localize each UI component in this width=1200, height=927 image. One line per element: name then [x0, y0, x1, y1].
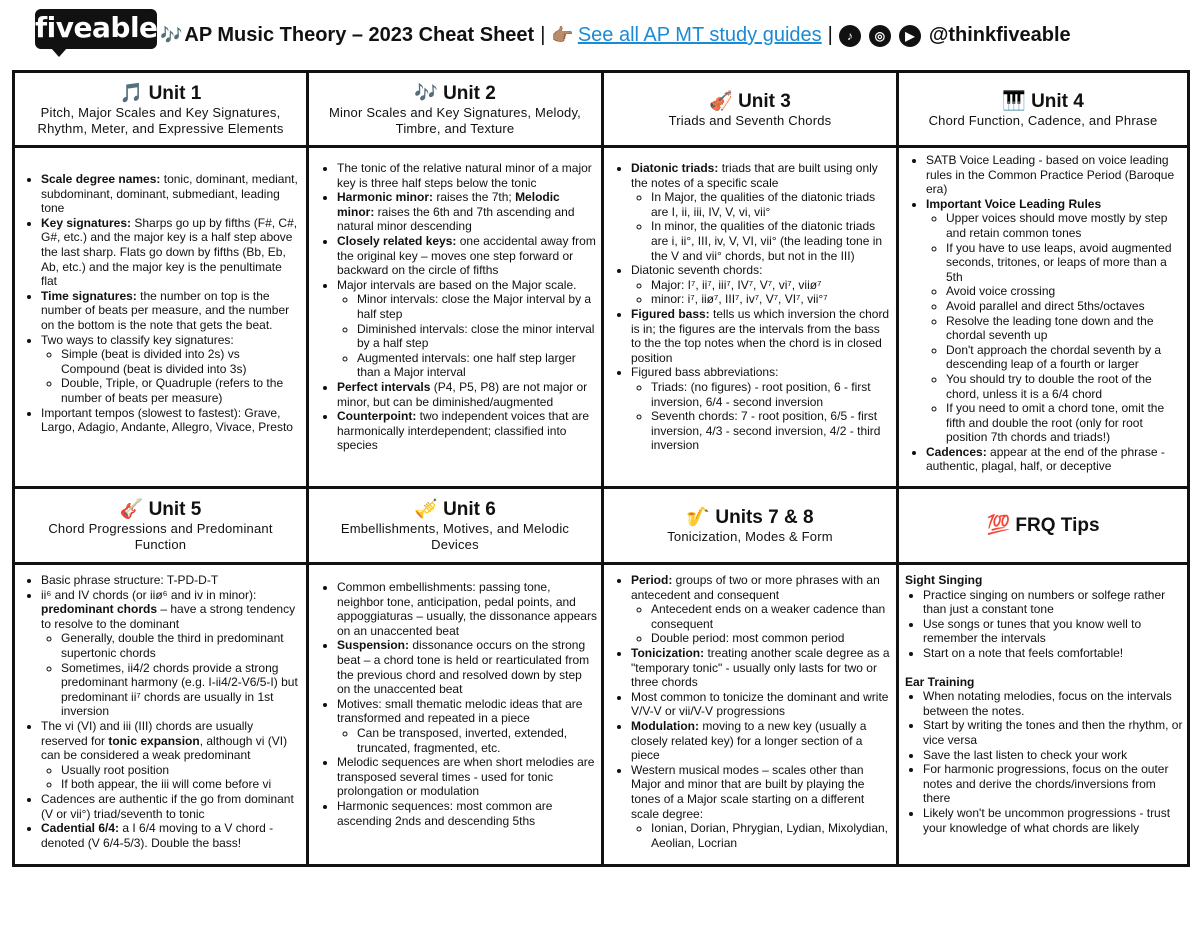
item-text: a I 6/4 moving to a V chord - denoted (V 6/4-5/3). Double the bass!	[41, 821, 274, 850]
page-title: AP Music Theory – 2023 Cheat Sheet	[184, 24, 535, 46]
sub-item: ◦ Simple (beat is divided into 2s) vs Compound (beat is divided into 3s)	[61, 347, 301, 376]
bold-term: Key signatures:	[41, 215, 132, 230]
unit-6-subtitle: Embellishments, Motives, and Melodic Devices	[340, 521, 570, 552]
item-text: one accidental away from the original key – moves one step forward or backward on the circle of fifths	[337, 233, 596, 278]
sub-item: ◦ Double period: most common period	[651, 631, 893, 646]
list-item	[337, 380, 597, 409]
bullet-list	[319, 161, 597, 453]
bold-term: Cadential 6/4:	[41, 821, 120, 836]
item-text: Important tempos (slowest to fastest): Grave, Largo, Adagio, Andante, Allegro, Vivace, Presto	[41, 405, 293, 435]
list-item	[631, 719, 893, 763]
unit-5-header	[15, 497, 306, 553]
list-item: • Likely won't be uncommon progressions - trust your knowledge of what chords are likely	[923, 806, 1183, 835]
item-text: Figured bass abbreviations:	[631, 365, 779, 380]
ear-training-title: Ear Training	[905, 674, 975, 689]
list-item	[631, 763, 893, 851]
unit-3-body	[613, 161, 893, 453]
list-item	[41, 821, 301, 850]
item-text: The tonic of the relative natural minor of a major key is three half steps below the tonic	[337, 161, 592, 190]
item-text: Most common to tonicize the dominant and write V/V-V or vii/V-V progressions	[631, 689, 889, 719]
units-7-8-body	[613, 573, 893, 850]
list-item	[631, 263, 893, 307]
list-item	[337, 755, 597, 799]
bold-term: Period:	[631, 573, 673, 587]
bold-term: Perfect intervals	[337, 379, 431, 394]
header	[0, 0, 1200, 70]
list-item	[926, 153, 1184, 197]
list-item	[337, 799, 597, 828]
bullet-list	[319, 580, 597, 828]
bold-term: Time signatures:	[41, 288, 137, 303]
sub-item: ◦ Triads: (no figures) - root position, 6 - first inversion, 6/4 - second inversion	[651, 380, 893, 409]
bold-term: Counterpoint:	[337, 409, 417, 424]
list-item	[41, 289, 301, 333]
bold-term: Modulation:	[631, 718, 699, 733]
list-item: • For harmonic progressions, focus on the outer notes and derive the chords/inversions from there	[923, 762, 1183, 806]
list-item	[337, 234, 597, 278]
list-item	[337, 580, 597, 638]
header-line	[160, 24, 1071, 47]
study-guides-link[interactable]: See all AP MT study guides	[577, 24, 822, 46]
item-text: Motives: small thematic melodic ideas that are transformed and repeated in a piece	[337, 696, 583, 726]
sub-item: ◦ Can be transposed, inverted, extended, truncated, fragmented, etc.	[357, 726, 597, 755]
sub-item: ◦ Major: I⁷, ii⁷, iii⁷, IV⁷, V⁷, vi⁷, viiø⁷	[651, 278, 893, 293]
list-item	[926, 197, 1184, 445]
item-text: Basic phrase structure: T-PD-D-T	[41, 573, 219, 587]
units-7-8-header	[604, 505, 896, 545]
item-text: Harmonic sequences: most common are ascending 2nds and descending 5ths	[337, 798, 553, 828]
sub-item: ◦ If both appear, the iii will come before vi	[61, 777, 301, 792]
unit-5-subtitle: Chord Progressions and Predominant Function	[48, 521, 273, 552]
sub-list	[41, 347, 301, 405]
sub-list	[631, 190, 893, 263]
list-item: • Use songs or tunes that you know well to remember the intervals	[923, 617, 1183, 646]
bold-term: tonic expansion	[108, 733, 200, 748]
unit-1-body	[23, 172, 301, 435]
list-item	[41, 588, 301, 719]
list-item	[41, 172, 301, 216]
fiveable-logo[interactable]: fiveable	[35, 9, 157, 49]
handle[interactable]: @thinkfiveable	[928, 24, 1071, 46]
sub-item: ◦ Sometimes, ii4/2 chords provide a strong predominant harmony (e.g. I-ii4/2-V6/5-I) but predominant ii⁷ chords are usually in 1st inversion	[61, 661, 301, 719]
bold-term: Suspension:	[337, 638, 410, 653]
item-text: raises the 6th and 7th ascending and natural minor descending	[337, 204, 575, 234]
sub-item: ◦ Seventh chords: 7 - root position, 6/5 - first inversion, 4/3 - second inversion, 4/2 - third inversion	[651, 409, 893, 453]
sub-item: ◦ Augmented intervals: one half step larger than a Major interval	[357, 351, 597, 380]
sight-singing-title: Sight Singing	[905, 573, 983, 587]
unit-3-subtitle: Triads and Seventh Chords	[668, 113, 832, 128]
sub-item: ◦ If you need to omit a chord tone, omit the fifth and double the root (only for root position 7th chords and triads!)	[946, 401, 1184, 445]
sub-item: ◦ Ionian, Dorian, Phrygian, Lydian, Mixolydian, Aeolian, Locrian	[651, 821, 893, 850]
sub-list	[41, 631, 301, 719]
sub-item: ◦ Avoid parallel and direct 5ths/octaves	[946, 299, 1184, 314]
list-item	[631, 690, 893, 719]
list-item	[337, 278, 597, 380]
unit-2-body	[319, 161, 597, 453]
sub-item: ◦ In minor, the qualities of the diatonic triads are i, ii°, III, iv, V, VI, vii° (the leading tone in the V and vii° chords, but not in the III)	[651, 219, 893, 263]
frq-tips-body	[905, 573, 1183, 835]
bold-term: Scale degree names:	[41, 172, 161, 186]
list-item	[41, 333, 301, 406]
unit-1-title: Unit 1	[148, 83, 202, 104]
list-item	[631, 307, 893, 365]
list-item	[41, 573, 301, 588]
sub-item: ◦ Diminished intervals: close the minor interval by a half step	[357, 322, 597, 351]
frq-tips-header	[899, 513, 1187, 537]
bold-term: Figured bass:	[631, 306, 710, 321]
youtube-icon[interactable]: ▶	[899, 25, 921, 47]
item-text: tonic, dominant, mediant, subdominant, dominant, submediant, leading tone	[41, 172, 298, 216]
bold-term: Harmonic minor:	[337, 190, 434, 205]
instagram-icon[interactable]: ◎	[869, 25, 891, 47]
unit-2-header	[309, 81, 601, 137]
list-item: • Start by writing the tones and then the rhythm, or vice versa	[923, 718, 1183, 747]
item-text: Sharps go up by fifths (F#, C#, G#, etc.) and the major key is a half step above the last sharp. Flats go down by fifths (Bb, Eb, Ab, etc.) and the major key is the penultimate flat	[41, 215, 298, 289]
list-item	[41, 792, 301, 821]
unit-3-title: Unit 3	[738, 91, 791, 112]
item-text: Western musical modes – scales other than Major and minor that are built by playing the tones of a Major scale starting on a different scale degree:	[631, 762, 865, 821]
unit-6-icon: 🎺	[414, 499, 438, 520]
sub-list	[337, 726, 597, 755]
unit-4-subtitle: Chord Function, Cadence, and Phrase	[928, 113, 1158, 128]
item-text: SATB Voice Leading - based on voice leading rules in the Common Practice Period (Baroque era)	[926, 153, 1175, 197]
item-text: Major intervals are based on the Major scale.	[337, 277, 577, 292]
list-item: • When notating melodies, focus on the intervals between the notes.	[923, 689, 1183, 718]
sub-item: ◦ Upper voices should move mostly by step and retain common tones	[946, 211, 1184, 240]
sub-item: ◦ Generally, double the third in predominant supertonic chords	[61, 631, 301, 660]
music-notes-icon: 🎶	[160, 25, 183, 45]
item-text: moving to a new key (usually a closely related key) for a longer section of a piece	[631, 718, 867, 763]
unit-1-header	[15, 81, 306, 137]
list-item: • Save the last listen to check your work	[923, 748, 1183, 763]
list-item	[41, 216, 301, 289]
sub-list	[631, 278, 893, 307]
unit-6-body	[319, 580, 597, 828]
unit-4-title: Unit 4	[1031, 91, 1084, 112]
unit-4-icon: 🎹	[1002, 91, 1026, 112]
unit-2-subtitle: Minor Scales and Key Signatures, Melody, Timbre, and Texture	[329, 105, 581, 136]
frq-tips-icon: 💯	[986, 515, 1011, 536]
item-text: raises the 7th;	[433, 190, 516, 205]
frq-tips-title: FRQ Tips	[1015, 515, 1100, 536]
bullet-list	[613, 573, 893, 850]
bold-term: Tonicization:	[631, 645, 705, 660]
item-text: – have a strong tendency to resolve to the dominant	[41, 602, 296, 631]
item-text: Cadences are authentic if the go from dominant (V or vii°) triad/seventh to tonic	[41, 791, 294, 821]
item-text: appear at the end of the phrase - authentic, plagal, half, or deceptive	[926, 444, 1165, 474]
sub-list	[631, 602, 893, 646]
sub-list	[337, 292, 597, 380]
item-text: The vi (VI) and iii (III) chords are usually reserved for	[41, 718, 254, 748]
item-text: , although vi (VI) can be considered a weak predominant	[41, 733, 288, 763]
divider: |	[540, 24, 546, 46]
units-7-8-icon: 🎷	[686, 507, 711, 528]
list-item	[337, 638, 597, 696]
sub-item: ◦ Avoid voice crossing	[946, 284, 1184, 299]
sub-item: ◦ Usually root position	[61, 763, 301, 778]
units-7-8-subtitle: Tonicization, Modes & Form	[667, 529, 833, 544]
sub-item: ◦ Double, Triple, or Quadruple (refers to the number of beats per measure)	[61, 376, 301, 405]
bold-term: Cadences:	[926, 444, 987, 459]
list-item	[41, 719, 301, 792]
bullet-list	[613, 161, 893, 453]
unit-5-icon: 🎸	[119, 499, 144, 520]
bullet-list	[908, 153, 1184, 474]
item-text: (P4, P5, P8) are not major or minor, but can be diminished/augmented	[337, 379, 588, 409]
tiktok-icon[interactable]: ♪	[839, 25, 861, 47]
list-item: • Start on a note that feels comfortable!	[923, 646, 1183, 661]
sub-item: ◦ If you have to use leaps, avoid augmented seconds, tritones, or leaps of more than a 5th	[946, 241, 1184, 285]
units-7-8-title: Units 7 & 8	[715, 507, 814, 528]
bold-term: Diatonic triads:	[631, 161, 719, 175]
item-text: Two ways to classify key signatures:	[41, 332, 234, 347]
unit-3-header	[604, 89, 896, 129]
sub-list	[926, 211, 1184, 445]
list-item	[631, 161, 893, 263]
item-text: tells us which inversion the chord is in; the figures are the intervals from the bass to the the top notes when the chord is in closed position	[631, 306, 890, 365]
item-text: ii⁶ and IV chords (or iiø⁶ and iv in minor):	[41, 587, 257, 602]
list-item	[337, 161, 597, 190]
list-item	[926, 445, 1184, 474]
unit-6-title: Unit 6	[443, 499, 496, 520]
sub-item: ◦ minor: i⁷, iiø⁷, III⁷, iv⁷, V⁷, VI⁷, vii°⁷	[651, 292, 893, 307]
list-item	[337, 190, 597, 234]
sub-list	[41, 763, 301, 792]
bold-term: predominant chords	[41, 602, 158, 617]
list-item	[337, 409, 597, 453]
bullet-list	[23, 573, 301, 850]
item-text: Common embellishments: passing tone, neighbor tone, anticipation, pedal points, and appoggiaturas – usually, the dissonance appears on an unaccented beat	[337, 580, 597, 638]
item-text: Diatonic seventh chords:	[631, 263, 763, 278]
unit-2-title: Unit 2	[443, 83, 496, 104]
unit-1-icon: 🎵	[119, 83, 144, 104]
unit-2-icon: 🎶	[414, 83, 438, 104]
sub-item: ◦ Minor intervals: close the Major interval by a half step	[357, 292, 597, 321]
unit-4-body	[908, 153, 1184, 474]
cheat-sheet-grid	[12, 70, 1190, 867]
item-text: dissonance occurs on the strong beat – a chord tone is held or rearticulated from the previous chord and resolved down by step on the unaccented beat	[337, 638, 590, 697]
sub-item: ◦ Don't approach the chordal seventh by a descending leap of a fourth or larger	[946, 343, 1184, 372]
bold-term: Important Voice Leading Rules	[926, 196, 1102, 211]
item-text: treating another scale degree as a "temporary tonic" - usually only lasts for two or three chords	[631, 645, 890, 690]
sub-item: ◦ Antecedent ends on a weaker cadence than consequent	[651, 602, 893, 631]
list-item	[337, 697, 597, 755]
unit-1-subtitle: Pitch, Major Scales and Key Signatures, Rhythm, Meter, and Expressive Elements	[37, 105, 284, 136]
unit-6-header	[309, 497, 601, 553]
item-text: the number on top is the number of beats per measure, and the number on the bottom is the note that gets the beat.	[41, 288, 290, 332]
sub-item: ◦ Resolve the leading tone down and the chordal seventh up	[946, 314, 1184, 343]
unit-3-icon: 🎻	[709, 91, 733, 112]
item-text: triads that are built using only the notes of a specific scale	[631, 161, 878, 190]
bold-term: Melodic minor:	[337, 190, 560, 219]
list-item	[41, 406, 301, 435]
sub-item: ◦ You should try to double the root of the chord, unless it is a 6/4 chord	[946, 372, 1184, 401]
unit-5-title: Unit 5	[148, 499, 202, 520]
sub-item: ◦ In Major, the qualities of the diatonic triads are I, ii, iii, IV, V, vi, vii°	[651, 190, 893, 219]
bold-term: Closely related keys:	[337, 233, 457, 248]
unit-4-header	[899, 89, 1187, 129]
item-text: two independent voices that are harmonically interdependent; classified into species	[337, 409, 590, 453]
list-item: • Practice singing on numbers or solfege rather than just a constant tone	[923, 588, 1183, 617]
sub-list	[631, 380, 893, 453]
pointing-hand-icon: 👉🏽	[551, 25, 574, 45]
sub-list	[631, 821, 893, 850]
item-text: Melodic sequences are when short melodies are transposed several times - used for tonic prolongation or modulation	[337, 755, 595, 799]
unit-5-body	[23, 573, 301, 850]
list-item	[631, 573, 893, 646]
bullet-list	[23, 172, 301, 435]
list-item	[631, 365, 893, 453]
divider: |	[827, 24, 833, 46]
item-text: groups of two or more phrases with an antecedent and consequent	[631, 573, 880, 602]
list-item	[631, 646, 893, 690]
